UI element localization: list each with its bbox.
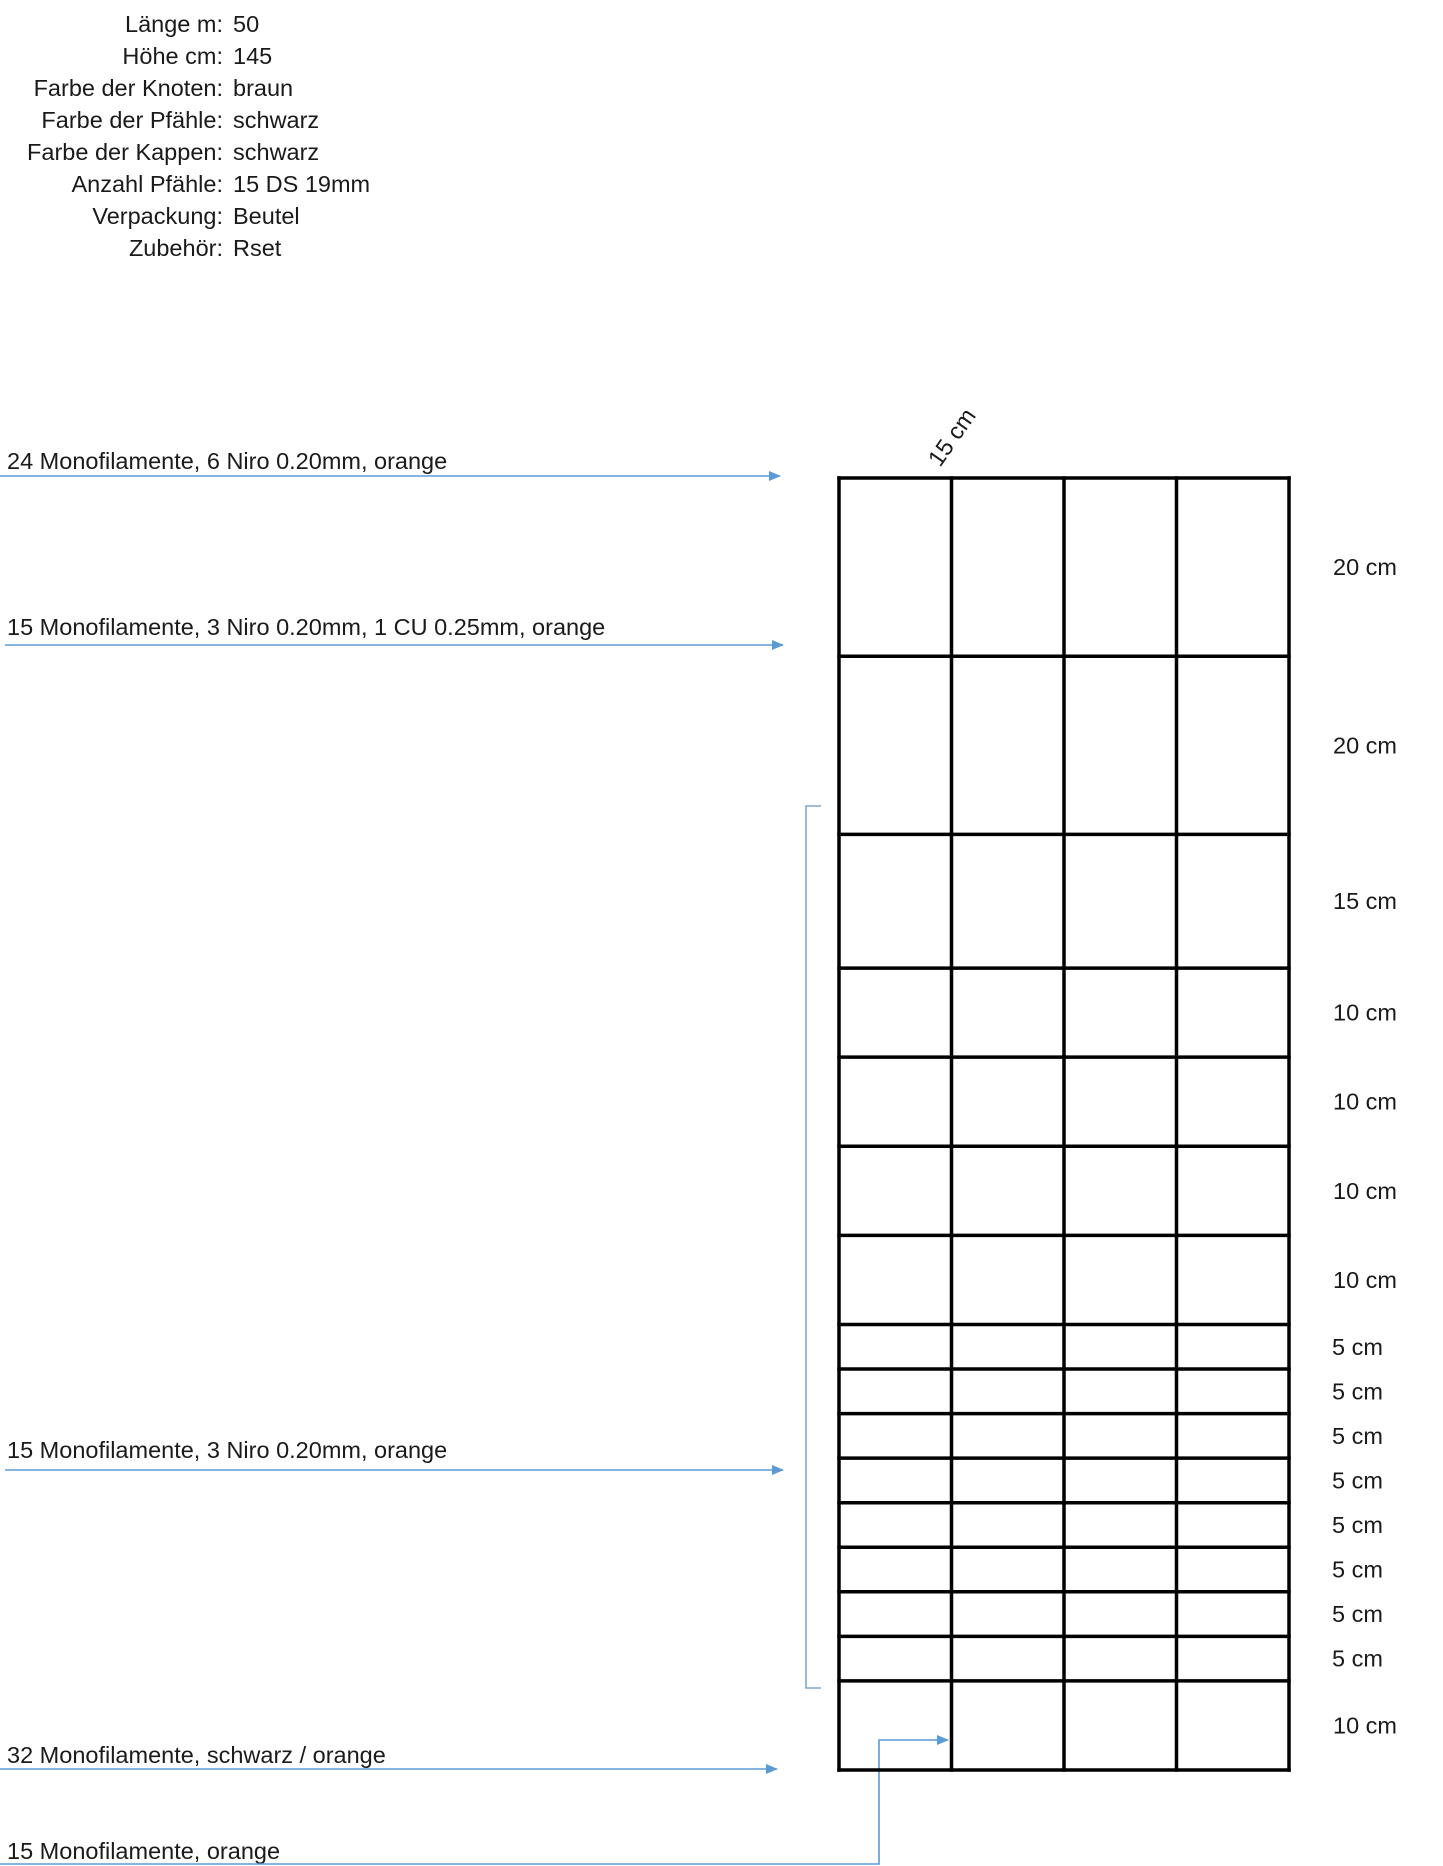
row-height-label: 10 cm — [1333, 1712, 1397, 1739]
row-height-label: 5 cm — [1332, 1422, 1383, 1449]
row-height-label: 5 cm — [1332, 1556, 1383, 1583]
spec-value: 145 — [233, 43, 273, 69]
callout-bottom-line — [0, 1742, 777, 1769]
row-height-label: 10 cm — [1333, 1088, 1397, 1115]
row-labels — [1332, 554, 1397, 1738]
row-height-label: 20 cm — [1333, 732, 1397, 759]
row-height-label: 5 cm — [1332, 1601, 1383, 1628]
callout-top-line — [0, 448, 780, 476]
middle-lines-bracket — [806, 806, 821, 1688]
spec-label: Verpackung: — [92, 203, 223, 229]
spec-label: Farbe der Knoten: — [33, 75, 223, 101]
spec-value: 15 DS 19mm — [233, 171, 371, 197]
row-height-label: 15 cm — [1333, 888, 1397, 915]
row-height-label: 10 cm — [1333, 1177, 1397, 1204]
spec-value: 50 — [233, 11, 260, 37]
callout-bottom-line-label: 32 Monofilamente, schwarz / orange — [7, 1742, 386, 1768]
callout-middle-lines-label: 15 Monofilamente, 3 Niro 0.20mm, orange — [7, 1437, 448, 1463]
spec-value: Rset — [233, 235, 282, 261]
row-height-label: 5 cm — [1332, 1511, 1383, 1538]
row-height-label: 5 cm — [1332, 1378, 1383, 1405]
spec-value: schwarz — [233, 139, 320, 165]
column-width-label: 15 cm — [922, 403, 981, 471]
mesh-grid — [839, 478, 1289, 1770]
row-height-label: 20 cm — [1333, 554, 1397, 581]
row-height-label: 10 cm — [1333, 1266, 1397, 1293]
row-height-label: 5 cm — [1332, 1333, 1383, 1360]
row-height-label: 5 cm — [1332, 1467, 1383, 1494]
spec-value: Beutel — [233, 203, 300, 229]
callout-top-line-label: 24 Monofilamente, 6 Niro 0.20mm, orange — [7, 448, 448, 474]
callout-middle-lines — [5, 1437, 783, 1470]
callout-second-line-label: 15 Monofilamente, 3 Niro 0.20mm, 1 CU 0.25mm, orange — [7, 614, 606, 640]
row-height-label: 5 cm — [1332, 1645, 1383, 1672]
spec-value: braun — [233, 75, 294, 101]
spec-value: schwarz — [233, 107, 320, 133]
callout-second-line — [5, 614, 783, 645]
spec-label: Farbe der Kappen: — [27, 139, 223, 165]
callout-vertical-lines-label: 15 Monofilamente, orange — [7, 1838, 281, 1864]
spec-label: Farbe der Pfähle: — [41, 107, 223, 133]
spec-label: Zubehör: — [128, 235, 223, 261]
row-height-label: 10 cm — [1333, 999, 1397, 1026]
spec-label: Höhe cm: — [122, 43, 223, 69]
spec-label: Länge m: — [125, 11, 223, 37]
spec-label: Anzahl Pfähle: — [71, 171, 223, 197]
